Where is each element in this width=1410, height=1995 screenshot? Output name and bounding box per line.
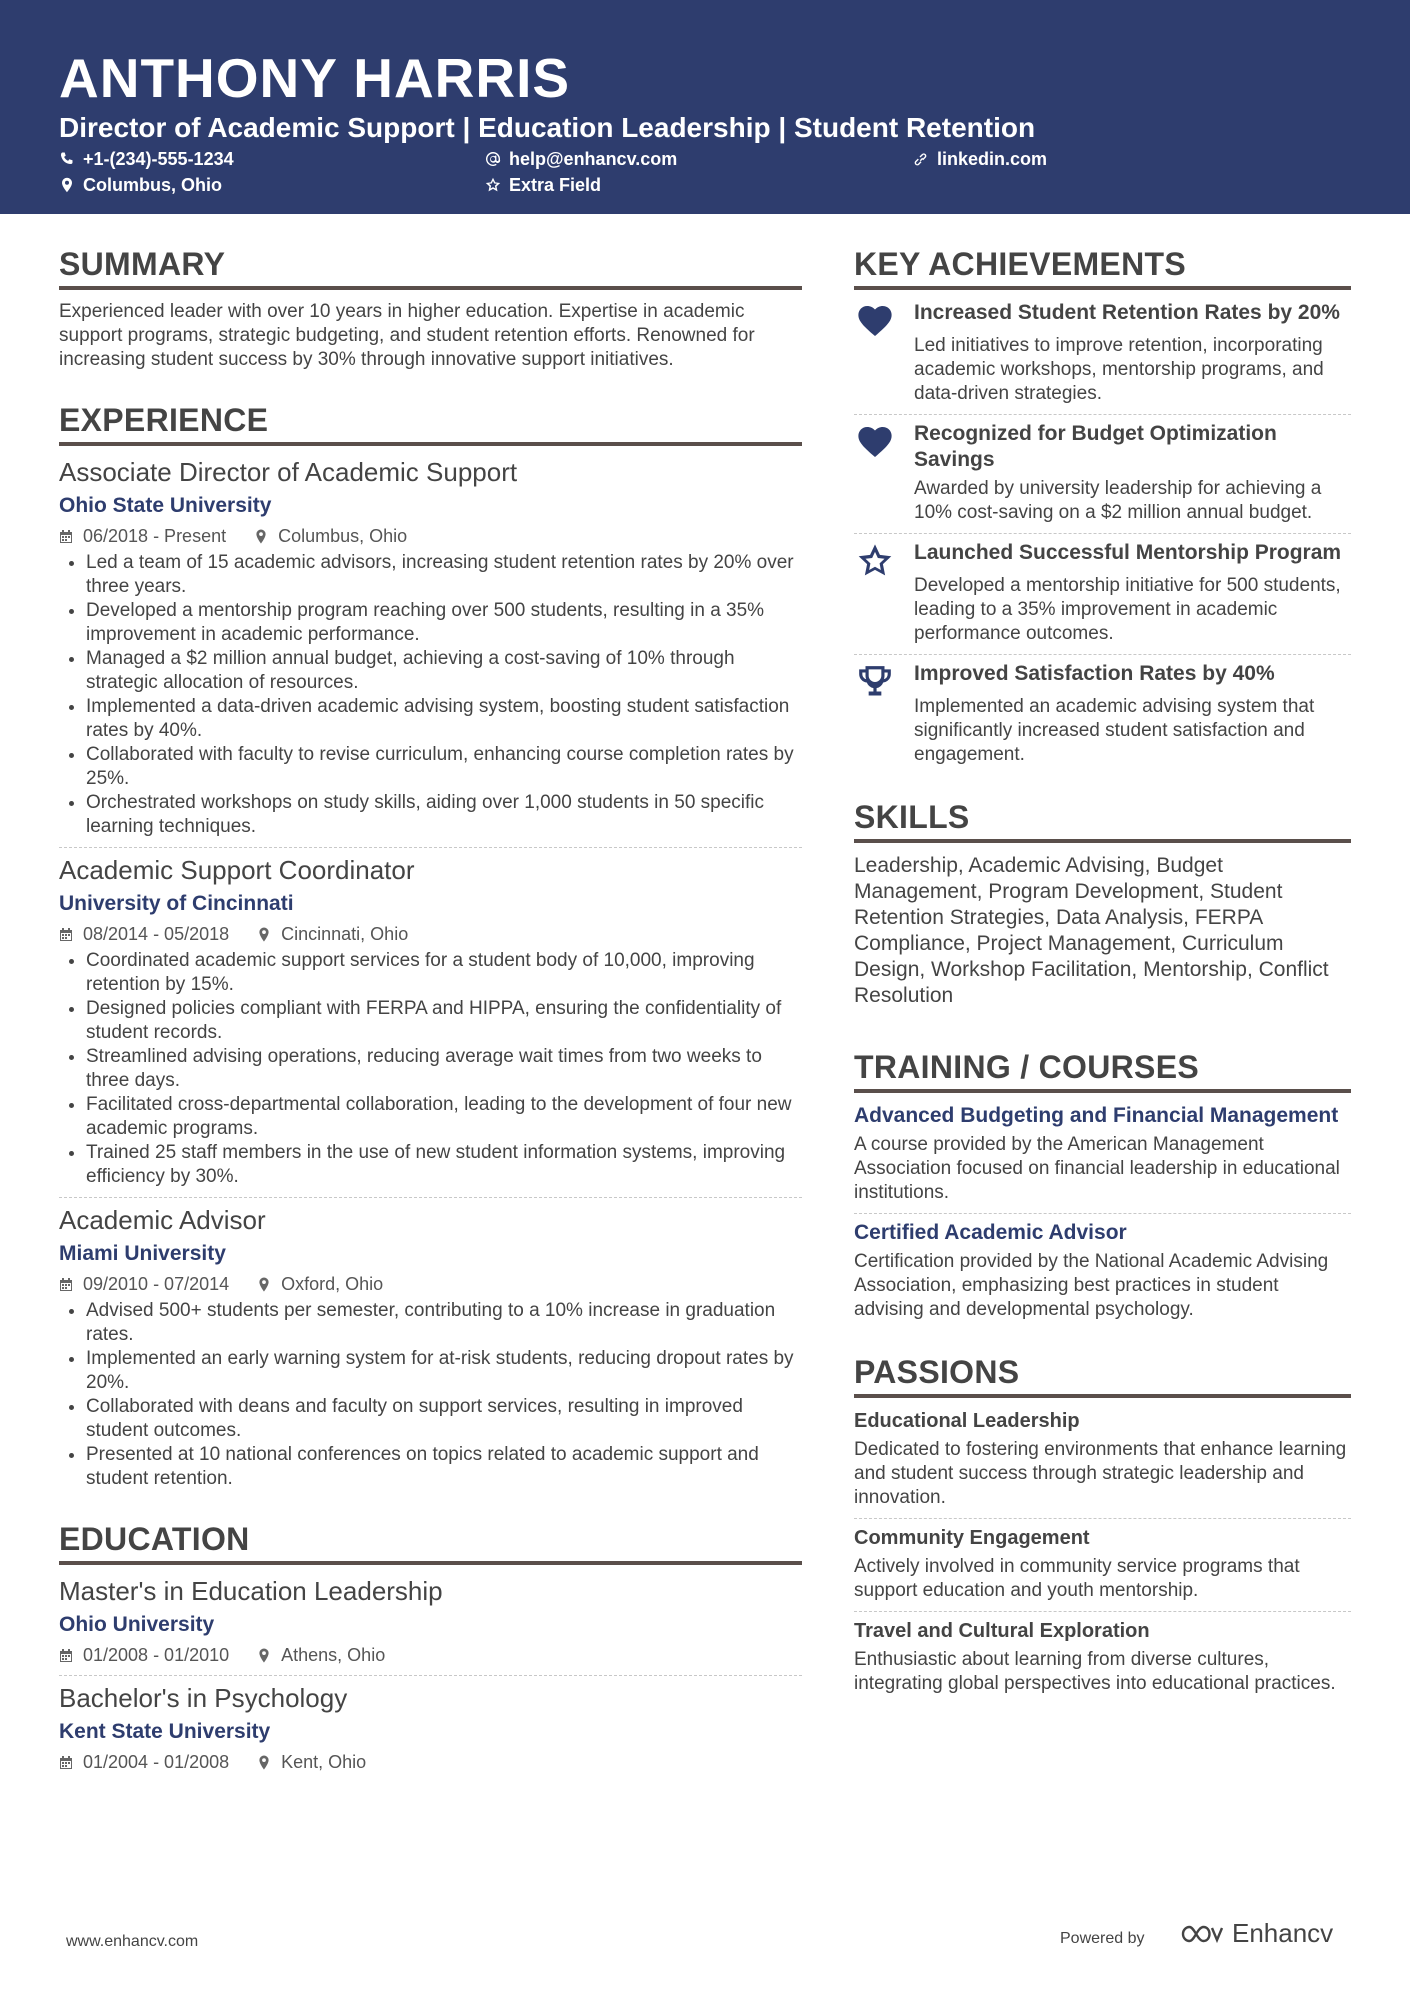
job-bullet: • Facilitated cross-departmental collaboration, leading to the development of four new academic programs. xyxy=(86,1093,802,1141)
calendar-icon xyxy=(59,1648,73,1663)
star-icon xyxy=(856,542,894,580)
job-location xyxy=(257,1272,383,1296)
location-pin-icon xyxy=(257,1277,271,1292)
education-location xyxy=(257,1750,366,1774)
job-bullet: • Presented at 10 national conferences on topics related to academic support and student retention. xyxy=(86,1443,802,1491)
job-entry xyxy=(59,854,802,1189)
passions-heading: PASSIONS xyxy=(854,1354,1020,1390)
achievement-icon-wrap xyxy=(854,421,914,525)
job-bullet: • Led a team of 15 academic advisors, increasing student retention rates by 20% over three years. xyxy=(86,551,802,599)
calendar-icon xyxy=(59,927,73,942)
section-divider xyxy=(59,1561,802,1565)
education-dates: 01/2004 - 01/2008 xyxy=(83,1752,230,1772)
job-organization: Ohio State University xyxy=(59,494,272,517)
achievement-title: Launched Successful Mentorship Program xyxy=(914,541,1342,564)
achievement-body xyxy=(914,300,1351,406)
achievement-item xyxy=(854,300,1351,406)
email-text: help@enhancv.com xyxy=(509,149,678,169)
location-pin-icon xyxy=(257,1755,271,1770)
achievement-body xyxy=(914,661,1351,767)
job-bullet: • Trained 25 staff members in the use of new student information systems, improving efficiency by 30%. xyxy=(86,1141,802,1189)
achievement-item xyxy=(854,421,1351,525)
job-dates: 08/2014 - 05/2018 xyxy=(83,924,230,944)
degree-title: Master's in Education Leadership xyxy=(59,1576,443,1606)
education-location-text: Kent, Ohio xyxy=(281,1752,367,1772)
passion-item xyxy=(854,1525,1351,1603)
at-icon xyxy=(485,151,501,167)
heart-icon xyxy=(856,302,894,340)
location-pin-icon xyxy=(254,529,268,544)
section-divider xyxy=(854,286,1351,290)
job-bullets xyxy=(59,551,802,839)
calendar-icon xyxy=(59,529,73,544)
skills-text: Leadership, Academic Advising, Budget Management, Program Development, Student Retention Strategies, Data Analysis, FERPA Compliance, Project Management, Curriculum Design, Workshop Facilitation, Mentorship, Conflict Resolution xyxy=(854,854,1329,1007)
job-bullet: • Managed a $2 million annual budget, achieving a cost-saving of 10% through strategic allocation of resources. xyxy=(86,647,802,695)
entry-divider xyxy=(854,1611,1351,1612)
passion-desc: Dedicated to fostering environments that enhance learning and student success through strategic leadership and innovation. xyxy=(854,1439,1347,1508)
experience-heading: EXPERIENCE xyxy=(59,402,269,438)
achievement-title: Recognized for Budget Optimization Savings xyxy=(914,422,1277,471)
trophy-icon xyxy=(856,663,894,701)
job-bullets xyxy=(59,1299,802,1491)
section-divider xyxy=(854,1394,1351,1398)
job-bullet: • Collaborated with faculty to revise curriculum, enhancing course completion rates by 25%. xyxy=(86,743,802,791)
training-section xyxy=(854,1047,1351,1322)
job-meta xyxy=(59,1272,802,1296)
contact-extra xyxy=(485,173,601,197)
education-dates: 01/2008 - 01/2010 xyxy=(83,1645,230,1665)
contact-location xyxy=(59,173,222,197)
passion-item xyxy=(854,1618,1351,1696)
course-title: Advanced Budgeting and Financial Management xyxy=(854,1104,1339,1127)
job-meta xyxy=(59,922,802,946)
achievement-desc: Awarded by university leadership for achieving a 10% cost-saving on a $2 million annual budget. xyxy=(914,478,1322,523)
job-location xyxy=(257,922,408,946)
education-entry xyxy=(59,1575,802,1667)
contact-email[interactable] xyxy=(485,147,677,171)
brand-name: Enhancv xyxy=(1232,1918,1334,1948)
summary-heading: SUMMARY xyxy=(59,246,226,282)
achievement-title: Improved Satisfaction Rates by 40% xyxy=(914,662,1275,685)
education-meta xyxy=(59,1750,802,1774)
achievements-heading: KEY ACHIEVEMENTS xyxy=(854,246,1186,282)
calendar-icon xyxy=(59,1277,73,1292)
achievement-desc: Implemented an academic advising system that significantly increased student satisfaction and engagement. xyxy=(914,696,1315,765)
job-bullet: • Developed a mentorship program reaching over 500 students, resulting in a 35% improvement in academic performance. xyxy=(86,599,802,647)
summary-section xyxy=(59,244,802,372)
job-location-text: Cincinnati, Ohio xyxy=(281,924,409,944)
achievement-desc: Led initiatives to improve retention, incorporating academic workshops, mentorship programs, and data-driven strategies. xyxy=(914,335,1324,404)
job-bullet: • Collaborated with deans and faculty on support services, resulting in improved student outcomes. xyxy=(86,1395,802,1443)
footer-url[interactable]: www.enhancv.com xyxy=(66,1933,199,1950)
contact-phone xyxy=(59,147,234,171)
job-title: Academic Advisor xyxy=(59,1205,266,1235)
job-bullets xyxy=(59,949,802,1189)
job-dates: 06/2018 - Present xyxy=(83,526,227,546)
passion-title: Educational Leadership xyxy=(854,1410,1080,1432)
skills-heading: SKILLS xyxy=(854,799,970,835)
degree-title: Bachelor's in Psychology xyxy=(59,1683,348,1713)
job-organization: Miami University xyxy=(59,1242,226,1265)
section-divider xyxy=(854,839,1351,843)
passion-title: Community Engagement xyxy=(854,1527,1090,1549)
heart-icon xyxy=(856,423,894,461)
school-name: Kent State University xyxy=(59,1720,271,1743)
passion-title: Travel and Cultural Exploration xyxy=(854,1620,1150,1642)
achievements-section xyxy=(854,244,1351,767)
location-pin-icon xyxy=(59,177,75,193)
experience-section xyxy=(59,400,802,1491)
course-desc: A course provided by the American Management Association focused on financial leadership in educational institutions. xyxy=(854,1134,1340,1203)
right-column xyxy=(854,244,1351,1696)
job-bullet: • Advised 500+ students per semester, contributing to a 10% increase in graduation rates. xyxy=(86,1299,802,1347)
entry-divider xyxy=(59,1197,802,1198)
achievement-body xyxy=(914,421,1351,525)
training-heading: TRAINING / COURSES xyxy=(854,1049,1199,1085)
candidate-name: ANTHONY HARRIS xyxy=(59,47,571,109)
job-entry xyxy=(59,1204,802,1491)
job-bullet: • Implemented an early warning system for at-risk students, reducing dropout rates by 20%. xyxy=(86,1347,802,1395)
passion-desc: Actively involved in community service programs that support education and youth mentorship. xyxy=(854,1556,1300,1601)
location-pin-icon xyxy=(257,927,271,942)
job-title: Associate Director of Academic Support xyxy=(59,457,518,487)
job-bullet: • Orchestrated workshops on study skills, aiding over 1,000 students in 50 specific learning techniques. xyxy=(86,791,802,839)
passion-desc: Enthusiastic about learning from diverse cultures, integrating global perspectives into educational practices. xyxy=(854,1649,1336,1694)
section-divider xyxy=(59,286,802,290)
education-section xyxy=(59,1519,802,1774)
entry-divider xyxy=(854,533,1351,534)
job-bullet: • Coordinated academic support services for a student body of 10,000, improving retention by 15%. xyxy=(86,949,802,997)
education-location-text: Athens, Ohio xyxy=(281,1645,386,1665)
job-title: Academic Support Coordinator xyxy=(59,855,415,885)
achievement-item xyxy=(854,540,1351,646)
candidate-title: Director of Academic Support | Education Leadership | Student Retention xyxy=(59,112,1036,143)
education-entry xyxy=(59,1682,802,1774)
passion-item xyxy=(854,1408,1351,1510)
entry-divider xyxy=(59,847,802,848)
link-icon xyxy=(913,151,929,167)
section-divider xyxy=(59,442,802,446)
course-item xyxy=(854,1103,1351,1205)
job-location xyxy=(254,524,407,548)
section-divider xyxy=(854,1089,1351,1093)
linkedin-text: linkedin.com xyxy=(937,149,1048,169)
header xyxy=(0,0,1410,214)
location-pin-icon xyxy=(257,1648,271,1663)
entry-divider xyxy=(854,1518,1351,1519)
entry-divider xyxy=(854,414,1351,415)
phone-icon xyxy=(59,151,75,167)
achievement-desc: Developed a mentorship initiative for 500 students, leading to a 35% improvement in academic performance outcomes. xyxy=(914,575,1341,644)
extra-text: Extra Field xyxy=(509,175,602,195)
entry-divider xyxy=(854,654,1351,655)
course-title: Certified Academic Advisor xyxy=(854,1221,1127,1244)
contact-linkedin[interactable] xyxy=(913,147,1047,171)
passions-section xyxy=(854,1352,1351,1696)
school-name: Ohio University xyxy=(59,1613,215,1636)
course-item xyxy=(854,1220,1351,1322)
education-heading: EDUCATION xyxy=(59,1521,250,1557)
job-bullet: • Streamlined advising operations, reducing average wait times from two weeks to three days. xyxy=(86,1045,802,1093)
brand-logo[interactable] xyxy=(1180,1918,1333,1949)
entry-divider xyxy=(854,1213,1351,1214)
summary-text: Experienced leader with over 10 years in higher education. Expertise in academic support programs, strategic budgeting, and student retention efforts. Renowned for increasing student success by 30% through innovative support initiatives. xyxy=(59,301,755,370)
location-text: Columbus, Ohio xyxy=(83,175,222,195)
left-column xyxy=(59,244,802,1774)
star-outline-icon xyxy=(485,177,501,193)
achievement-icon-wrap xyxy=(854,300,914,406)
course-desc: Certification provided by the National Academic Advising Association, emphasizing best practices in student advising and developmental psychology. xyxy=(854,1251,1329,1320)
job-entry xyxy=(59,456,802,839)
job-dates: 09/2010 - 07/2014 xyxy=(83,1274,230,1294)
job-bullet: • Implemented a data-driven academic advising system, boosting student satisfaction rates by 40%. xyxy=(86,695,802,743)
education-meta xyxy=(59,1643,802,1667)
job-meta xyxy=(59,524,802,548)
job-location-text: Columbus, Ohio xyxy=(278,526,408,546)
enhancv-logo-icon xyxy=(1180,1922,1226,1946)
job-bullet: • Designed policies compliant with FERPA and HIPPA, ensuring the confidentiality of student records. xyxy=(86,997,802,1045)
achievement-item xyxy=(854,661,1351,767)
education-location xyxy=(257,1643,385,1667)
powered-by-text: Powered by xyxy=(1060,1930,1145,1947)
job-organization: University of Cincinnati xyxy=(59,892,294,915)
calendar-icon xyxy=(59,1755,73,1770)
phone-text: +1-(234)-555-1234 xyxy=(83,149,234,169)
skills-section xyxy=(854,797,1351,1009)
achievement-icon-wrap xyxy=(854,540,914,646)
achievement-title: Increased Student Retention Rates by 20% xyxy=(914,301,1340,324)
job-location-text: Oxford, Ohio xyxy=(281,1274,384,1294)
achievement-body xyxy=(914,540,1351,646)
achievement-icon-wrap xyxy=(854,661,914,767)
entry-divider xyxy=(59,1675,802,1676)
